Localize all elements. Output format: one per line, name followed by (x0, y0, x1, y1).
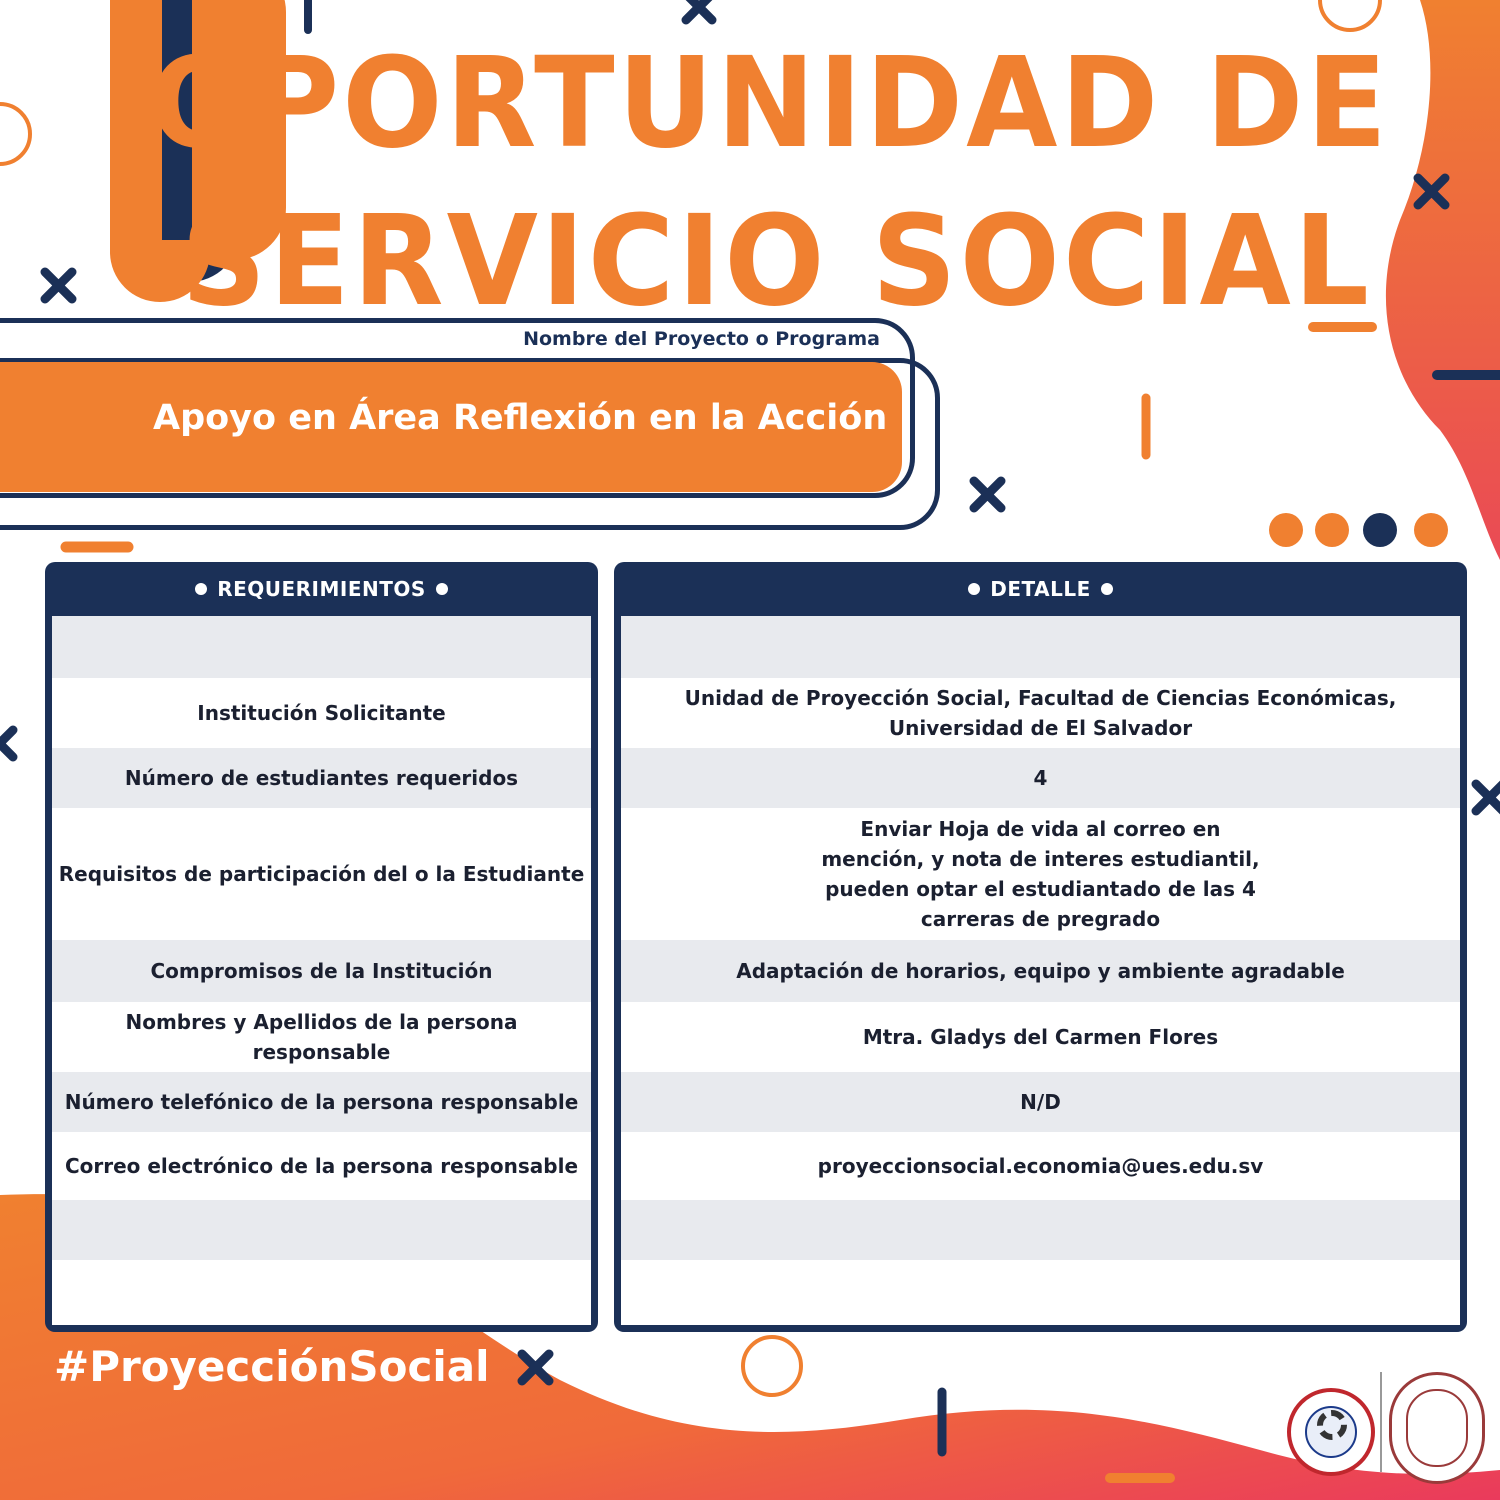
cross-icon (1476, 784, 1500, 811)
hashtag: #ProyecciónSocial (54, 1342, 490, 1391)
cross-icon (974, 481, 1001, 508)
email-text: proyeccionsocial.economia@ues.edu.sv (817, 1154, 1264, 1178)
logo-divider (1380, 1372, 1382, 1472)
fce-seal-icon (1287, 1388, 1375, 1476)
title-line-1: OPORTUNIDAD DE (149, 29, 1390, 176)
requirements-panel (45, 562, 598, 1332)
requirements-title: REQUERIMIENTOS (217, 577, 426, 601)
table-row: Adaptación de horarios, equipo y ambiente agradable (621, 940, 1460, 1002)
detail-panel (614, 562, 1467, 1332)
table-row: Enviar Hoja de vida al correo en mención, y nota de interes estudiantil, pueden optar el estudiantado de las 4 carreras de pregrado (821, 817, 1260, 931)
table-row: N/D (621, 1072, 1460, 1132)
cross-icon (45, 272, 72, 299)
circle-outline-icon (0, 104, 30, 164)
project-label: Nombre del Proyecto o Programa (523, 328, 880, 350)
table-row: Compromisos de la Institución (52, 940, 591, 1002)
table-row: Nombres y Apellidos de la persona responsable (125, 1010, 518, 1064)
table-row (621, 1200, 1460, 1260)
dot-icon (1414, 513, 1448, 547)
dot-icon (1363, 513, 1397, 547)
project-name: Apoyo en Área Reflexión en la Acción (153, 398, 888, 438)
circle-outline-icon (743, 1337, 801, 1395)
table-row: Requisitos de participación del o la Estudiante (58, 862, 585, 886)
requirements-body (52, 616, 591, 1325)
table-row: 4 (621, 748, 1460, 808)
table-row (621, 616, 1460, 678)
bullet-icon (968, 583, 980, 595)
table-row: Institución Solicitante (197, 701, 446, 725)
table-row: Número telefónico de la persona responsable (52, 1072, 591, 1132)
bullet-icon (1101, 583, 1113, 595)
table-row: Unidad de Proyección Social, Facultad de Ciencias Económicas, Universidad de El Salvador (684, 686, 1397, 740)
right-wave-shape (1386, 0, 1500, 560)
table-row: Mtra. Gladys del Carmen Flores (862, 1025, 1219, 1049)
detail-title: DETALLE (990, 577, 1091, 601)
dot-icon (1315, 513, 1349, 547)
table-row (52, 1200, 591, 1260)
cross-icon (0, 730, 13, 757)
circle-outline-icon (1320, 0, 1380, 30)
title-line-2: SERVICIO SOCIAL (181, 187, 1372, 334)
cross-icon (686, 0, 712, 20)
bullet-icon (195, 583, 207, 595)
ues-seal-icon (1389, 1372, 1485, 1484)
table-row (52, 616, 591, 678)
table-row (621, 1132, 1460, 1200)
detail-header (621, 562, 1460, 616)
bullet-icon (436, 583, 448, 595)
detail-body (621, 616, 1460, 1325)
table-row: Número de estudiantes requeridos (52, 748, 591, 808)
table-row: Correo electrónico de la persona responsable (64, 1154, 579, 1178)
requirements-header (52, 562, 591, 616)
dot-icon (1269, 513, 1303, 547)
